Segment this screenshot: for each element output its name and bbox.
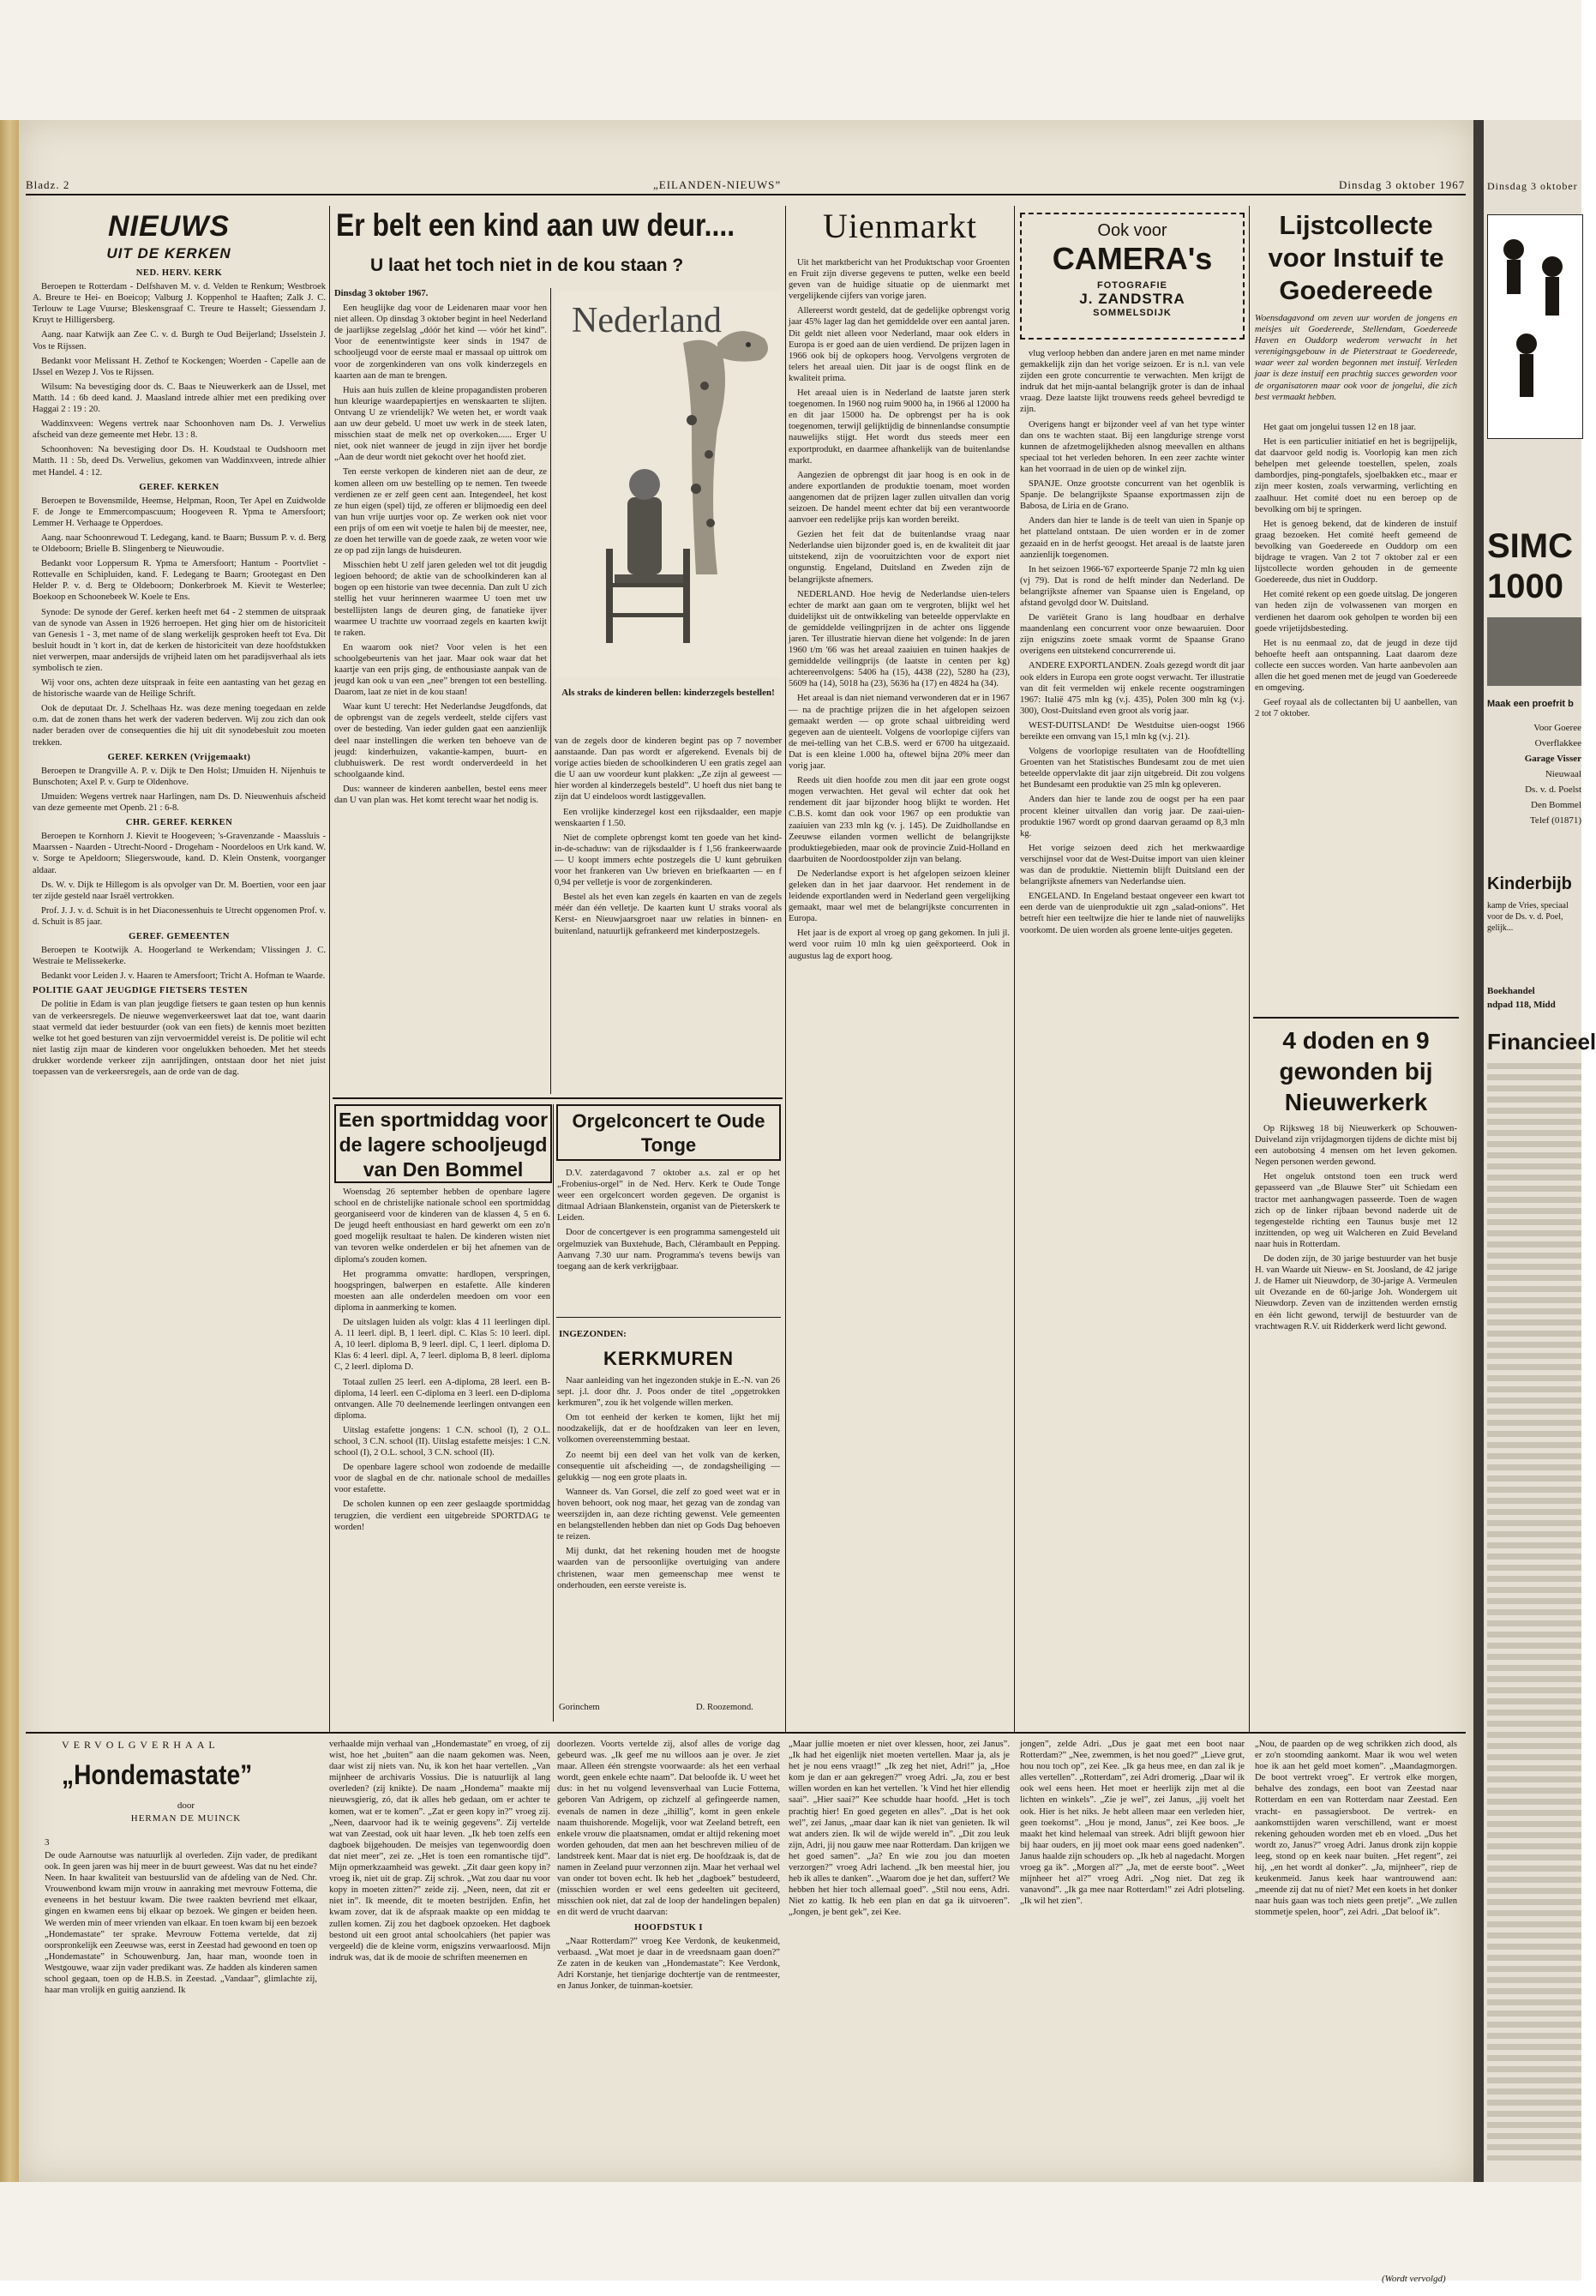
kind-paragraph: Een heuglijke dag voor de Leidenaren maar voor hen niet alleen. Op dinsdag 3 oktober begint in heel Nederland de jaarlijkse zegelslag „dóór het kind — vóór het kind”. Voor de eenentwintigste keer sinds in 1947 de schooljeugd voor de eerste maal er massaal op uittrok om voor de zorgenkinderen van ons volk kinderzegels en kaarten aan de man te brengen. [334, 304, 547, 381]
kind-column-2 [555, 736, 782, 1096]
article-paragraph: Reeds uit dien hoofde zou men dit jaar een grote oogst mogen verwachten. Het geval wil echter dat ook het rendement dit jaar bijzonder hoog blijkt te worden. Het C.B.S. komt dan ook voor 1967 op een produktie van zaaiuien van 233 mln kg (v. j. 145). De Zuidhollandse en Zeeuwse eilanden vormen wellicht de belangrijkste produktiegebieden, maar ook de provincie Zuid-Holland en daarbuiten de Noordoostpolder zijn van belang. [789, 776, 1010, 864]
stamp-image [555, 292, 782, 677]
ingezonden-place: Gorinchem [559, 1703, 600, 1712]
top-margin [0, 0, 1581, 120]
article-paragraph: Het ongeluk ontstond toen een truck werd gepasseerd van „de Blauwe Ster” uit Schiedam een tractor met aanhangwagen passeerde. Toen de wagen zich op de linker rijbaan bevond naderde uit de tegengestelde richting een Taunus busje met 12 inzittenden, op weg uit Walcheren en Zuid Beveland naar huis in Rotterdam. [1255, 1172, 1457, 1249]
simca-ad: SIMC [1487, 527, 1573, 565]
garage-ad: Maak een proefrit b [1487, 699, 1574, 709]
kind-paragraph: Waar kunt U terecht: Het Nederlandse Jeugdfonds, dat de opbrengst van de zegels verdeelt, stelde cijfers vast over de besteding. Van ieder gulden gaat een aanzienlijk deel naar instellingen die werken ten behoeve van de jeugd: kinderhuizen, vakantie-kampen, buurt- en clubhuiswerk. De rest wordt onderverdeeld in het schoolgaande kind. [334, 702, 547, 779]
ingezonden-title: KERKMUREN [603, 1348, 734, 1369]
article-paragraph: Aang. naar Schoonrewoud T. Ledegang, kand. te Baarn; Bussum P. v. d. Berg te Oldeboorn; Brielle B. Slingenberg te Nieuwoudie. [33, 532, 326, 555]
ongeluk-headline: 4 doden en 9 gewonden bij Nieuwerkerk [1279, 1027, 1433, 1115]
article-paragraph: Beroepen te Drangville A. P. v. Dijk te Den Holst; IJmuiden H. Nijenhuis te Bunschoten; Axel P. v. Gurp te Oldenhove. [33, 766, 326, 787]
article-paragraph: De scholen kunnen op een zeer geslaagde sportmiddag terugzien, die verdient een uitgebreide SPORTDAG te worden! [334, 1500, 550, 1532]
ad-line: Ook voor [1097, 221, 1167, 240]
feuilleton-by: door [177, 1800, 195, 1811]
column-rule [1249, 206, 1250, 1732]
kind-paragraph: Misschien hebt U zelf jaren geleden wel tot dit jeugdig legioen behoord; de aktie van de schoolkinderen kan al bogen op een historie van twee decennia. Dan zult U zich stellig het vuur herinneren waarmee U toen met uw bestellijsten langs de deuren ging, de fanatieke ijver waarmee U trachtte uw voorraad zegels en kaarten kwijt te raken. [334, 561, 547, 638]
lijstcollecte-headline: Lijstcollecte voor Instuif te Goedereede [1268, 210, 1444, 305]
kind-paragraph: Dus: wanneer de kinderen aanbellen, bestel eens meer dan U van plan was. Het komt terecht waar het nodig is. [334, 784, 547, 806]
article-paragraph: Totaal zullen 25 leerl. een A-diploma, 28 leerl. een B-diploma, 14 leerl. een C-diploma en 3 leerl. een D-diploma ontvangen. Alle 70 deelnemende leerlingen ontvangen een diploma. [334, 1377, 550, 1421]
article-paragraph: Geef royaal als de collectanten bij U aanbellen, van 2 tot 7 oktober. [1255, 698, 1457, 719]
kind-paragraph: Huis aan huis zullen de kleine propagandisten proberen hun kleurige waardepapiertjes en wenskaarten te slijten. Ontvang U ze vriendelijk? We weten het, er wordt vaak aan uw deur gebeld. U moet uw werk in de steek laten, misschien staat de melk net op overkoken...... Erger U niet, ook niet wanneer de jeugd in zijn ijver het bordje „Aan de deur wordt niet gekocht over het hoofd ziet. [334, 385, 547, 463]
article-paragraph: SPANJE. Onze grootste concurrent van het ogenblik is Spanje. De belangrijkste Spaanse exportmassen zijn de Babosa, de Liria en de Grano. [1020, 479, 1245, 512]
sport-headline-box [334, 1104, 552, 1183]
article-paragraph: Gezien het feit dat de buitenlandse vraag naar Nederlandse uien bijzonder goed is, en de kwaliteit dit jaar uitstekend, zijn de vooruitzichten voor de export niet ongunstig. Engeland, Duitsland en Zweden zijn de belangrijkste afnemers. [789, 530, 1010, 585]
garage-line: Den Bommel [1531, 800, 1581, 810]
kinderbijbel-text: kamp de Vries, speciaal voor de Ds. v. d. Poel, gelijk... [1487, 901, 1569, 933]
article-paragraph: Het is genoeg bekend, dat de kinderen de instuif graag bezoeken. Het comité heeft gemeend de bevolking van Goedereede en Ouddorp om een bijdrage te vragen. Van 2 tot 7 oktober zal er een lijstcollecte worden gehouden in de gemeente Goedereede, dus niet in Ouddorp. [1255, 519, 1457, 586]
orgel-headline: Orgelconcert te Oude Tonge [572, 1110, 765, 1156]
camera-advertisement [1020, 213, 1245, 340]
ingezonden-label: INGEZONDEN: [559, 1329, 627, 1339]
simca-model: 1000 [1487, 568, 1563, 605]
article-paragraph: De openbare lagere school won zodoende de medaille voor de slagbal en de chr. nationale school de medailles voor estafette. [334, 1463, 550, 1495]
kerken-title: NIEUWS [108, 210, 230, 243]
orgel-paragraph: Door de concertgever is een programma samengesteld uit orgelmuziek van Buxtehude, Bach, Clérambault en Pepping. Aanvang 7.30 uur nam. Programma's tevens bewijs van toegang aan de kerk verkrijgbaar. [557, 1228, 780, 1271]
adjacent-page-edge [1473, 120, 1596, 2182]
financieel-heading: Financieel [1487, 1029, 1596, 1055]
boekhandel-address: ndpad 118, Midd [1487, 1000, 1556, 1010]
column-rule [1014, 206, 1015, 1732]
article-paragraph: Woensdag 26 september hebben de openbare lagere school en de christelijke nationale school een sportmiddag georganiseerd voor de kinderen van de klassen 4, 5 en 6. De jeugd heeft enthousiast en hard gewerkt om een zo'n goed mogelijk resultaat te halen. De kinderen wisten niet van tevoren welke onderdelen er bij het afnemen van de diploma's zouden komen. [334, 1187, 550, 1265]
article-paragraph: De doden zijn, de 30 jarige bestuurder van het busje H. van Waarde uit Nieuw- en St. Joosland, de 42 jarige J. de Hamer uit Nieuwdorp, de 30-jarige A. Vermeulen uit Ovezande en de 60-jarige Joh. Wondergem uit Nieuwdorp. Zeven van de inzittenden werden ernstig en één licht gewond, terwijl de bestuurder van de vrachtwagen R.V. uit Ridderkerk werd licht gewond. [1255, 1254, 1457, 1331]
garage-line: Ds. v. d. Poelst [1525, 784, 1581, 795]
article-paragraph: Wanneer ds. Van Gorsel, die zelf zo goed weet wat er in hoven behoort, ook nog maar, het gezag van de zondag van weerszijden in, aan deze richting gewenst. Vele gemeenten en belangstellenden hebben dan niet op Gods Dag behoeven te reizen. [557, 1487, 780, 1542]
column-rule [550, 288, 551, 1094]
feuilleton-column-4: „Maar jullie moeten er niet over klessen, hoor, zei Janus”. „Ik had het eigenlijk niet moeten vertellen. Maar ja, als je het je nou eens vraagt!” „Ik zeg het niet, Adri!” ja, „Hoe kom je dan er aan gekregen?” vroeg Adri. „Ja, zou er best willen worden en kan het vertellen. ’k Vind het hier ellendig saai”. „Hier saai?” Kee schudde haar hoofd. „Het is toch prachtig hier! En goed gegeten en alles”. „Dat is het ook wel”, zei Janus, „maar daar kan ik niet van genieten. Ik wil wat anders zien. Ik wil de wijde wereld in”. „Dit zou leuk zijn, Adri, jij nou gauw mee naar Rotterdam. Dan krijgen we het goed samen”. „Ja? En wie zou jou dan moeten verzorgen?” vroeg Adri lachend. „Ik ben meestal hier, jou heb ik alles te danken”. „Waarom doe je het dan, suffert? We hebben het hier toch allemaal goed”. „Stil nou eens, Adri. Niet zo kattig. Ik heb een plan en dat ga ik uitvoeren”. „Jongen, je bent gek”, zei Kee. [789, 1740, 1010, 1918]
article-paragraph: De variëteit Grano is lang houdbaar en derhalve maandenlang een concurrent voor onze bewaaruien. Door zijn enigszins zoete smaak vormt de Spaanse Grano overigens een uitstekend concurrerende ui. [1020, 613, 1245, 657]
section-subheading: GEREF. KERKEN (Vrijgemaakt) [107, 752, 251, 762]
lijstcollecte-intro: Woensdagavond om zeven uur worden de jongens en meisjes uit Goedereede, Stellendam, Goedereede Haven en Ouddorp wederom verwacht in het verenigingsgebouw in de Pieterstraat te Goedereede, waar weer zal worden begonnen met instuif. Verleden jaar is deze instuif een prachtig succes geworden voor de organisatoren maar ook voor de jongelui, die zich best vermaakt hebben. [1255, 314, 1457, 402]
vervolgverhaal-label: VERVOLGVERHAAL [62, 1739, 219, 1751]
section-rule [333, 1097, 783, 1099]
article-paragraph: Mij dunkt, dat het rekening houden met de hoogste waarden van de persoonlijke overtuiging van andere christenen, waar men gemeenschap mee wenst te onderhouden, een eerste vereiste is. [557, 1547, 780, 1590]
garage-line: Telef (01871) [1529, 815, 1581, 826]
feuilleton-title: „Hondemastate” [62, 1759, 253, 1790]
uienmarkt-title: Uienmarkt [822, 207, 978, 245]
feuilleton-column-6: „Nou, de paarden op de weg schrikken zich dood, als er zo'n stoomding aankomt. Maar ik wou wel weten hoe ik aan het geld moet komen”. „Maandagmorgen. De boot vertrekt vroeg”. Er vertrok elke morgen, behalve des zondags, een boot van Zeestad naar Rotterdam en een van Rotterdam naar Zeestad. Een vracht- en passagiersboot. De vertrek- en aankomsttijden waren verschillend, want er moest rekening gehouden worden met eb en vloed. „Dus het wordt zo, Janus?” vroeg Adri. Janus dronk zijn koppie leeg, stond op en keek naar buiten. „Het regent”, zei hij, „en het wordt al donker”. „Ja, mijnheer”, riep de keukenmeid. Janus keek haar wantrouwend aan: „meende zij dat nu of niet? Met een koets in het donker naar huis gaan was toch niets geen pretje”. „We zullen stommetje spelen, hoor”, zei Adri. „Dat beloof ik”. [1255, 1740, 1457, 1918]
header-rule [26, 194, 1466, 195]
garage-list [1487, 720, 1581, 828]
article-paragraph: Naar aanleiding van het ingezonden stukje in E.-N. van 26 sept. j.l. door dhr. J. Poos onder de titel „opgetrokken kerkmuren”, zou ik het volgende willen merken. [557, 1376, 780, 1409]
section-subheading: GEREF. GEMEENTEN [129, 931, 230, 941]
feuilleton-chapter-number: 3 [45, 1837, 50, 1848]
article-paragraph: Wilsum: Na bevestiging door ds. C. Baas te Nieuwerkerk aan de IJssel, met Matth. 14 : 6b deed kand. J. Maasland intrede alhier met een prediking over Haggai 2 : 19 : 20. [33, 382, 326, 415]
column-rule [785, 206, 786, 1732]
article-paragraph: ENGELAND. In Engeland bestaat ongeveer een kwart tot een derde van de uienproduktie uit zgn „salad-onions”. Het betreft hier een teeltwijze die hier te lande niet of nauwelijks voorkomt. De uien worden als groene lente-uitjes gegeten. [1020, 892, 1245, 935]
article-paragraph: IJmuiden: Wegens vertrek naar Harlingen, nam Ds. D. Nieuwenhuis afscheid van deze gemeente met Openb. 21 : 6-8. [33, 791, 326, 814]
article-paragraph: Anders dan hier te lande is de teelt van uien in Spanje op het platteland ontstaan. De uien worden er in de zomer gezaaid en in de herfst geoogst. Het areaal is de laatste jaren aanzienlijk toegenomen. [1020, 516, 1245, 560]
garage-line: Garage Visser [1524, 754, 1581, 764]
kind-paragraph: Een vrolijke kinderzegel kost een rijksdaalder, een mapje wenskaarten f 1.50. [555, 807, 782, 828]
article-paragraph: Het is nu eenmaal zo, dat de jeugd in deze tijd behoefte heeft aan ontspanning. Laat daarom deze collecte een succes worden. Van harte aanbevolen aan allen die het goed menen met de jeugd van Goedereede en omgeving. [1255, 638, 1457, 694]
article-paragraph: Zo neemt bij een deel van het volk van de kerken, consequentie uit afscheiding —, de zondagsheiliging — gelukkig — nog een grote plaats in. [557, 1450, 780, 1482]
boekhandel-label: Boekhandel [1487, 986, 1535, 996]
column-rule [553, 1104, 554, 1722]
kind-column-1 [334, 288, 547, 1094]
feuilleton-continued: (Wordt vervolgd) [1382, 2274, 1446, 2284]
kinderzegel-illustration [555, 292, 782, 729]
kinderbijbel-ad: Kinderbijb [1487, 875, 1572, 893]
kerknieuws-column [33, 264, 326, 1627]
section-subheading: CHR. GEREF. KERKEN [125, 818, 233, 828]
article-paragraph: vlug verloop hebben dan andere jaren en met name minder gemakkelijk zijn dan het vorige seizoen. Er is n.l. van vele zijden een grote concurrentie te verwachten. Men krijgt de indruk dat het mijn-aantal belangrijk groter is dan de inhaal vraag. Deze laatste lijkt trouwens reeds geheel bevredigd te zijn. [1020, 349, 1245, 415]
page-date: Dinsdag 3 oktober 1967 [1339, 178, 1466, 191]
section-subheading: GEREF. KERKEN [139, 482, 219, 492]
car-photo [1487, 617, 1581, 686]
article-paragraph: Aangezien de opbrengst dit jaar hoog is en ook in de andere exportlanden de produktie toenam, moet worden aangenomen dat de prijzen lager zullen uitvallen dan vorig seizoen. De handel meent echter dat bij een verantwoorde aanvoer een redelijke prijs kan worden bereikt. [789, 470, 1010, 526]
ongeluk-column [1255, 1123, 1457, 1719]
page-binding [0, 120, 19, 2182]
ingezonden-author: D. Roozemond. [696, 1703, 753, 1712]
garage-line: Voor Goeree [1533, 723, 1581, 733]
article-paragraph: Beroepen te Kornhorn J. Kievit te Hoogeveen; 's-Gravenzande - Maassluis - Maarssen - Naarden - Utrecht-Noord - Drogeham - Noordeloos en Urk kand. W. v. Sorge te Apeldoorn; Sliegerswoude, kand. D. Klein Onstenk, voorganger aldaar. [33, 832, 326, 875]
article-paragraph: Op Rijksweg 18 bij Nieuwerkerk op Schouwen-Duiveland zijn vrijdagmorgen tijdens de dichte mist bij een autobotsing 4 mensen om het leven gekomen. Negen personen werden gewond. [1255, 1124, 1457, 1168]
lijstcollecte-column [1255, 422, 1457, 1013]
uienmarkt-column [789, 257, 1010, 1719]
article-paragraph: Aang. naar Katwijk aan Zee C. v. d. Burgh te Oud Beijerland; IJsselstein J. Vos te Rijssen. [33, 330, 326, 352]
article-paragraph: Waddinxveen: Wegens vertrek naar Schoonhoven nam Ds. J. Verwelius afscheid van deze gemeente met Hebr. 13 : 8. [33, 419, 326, 441]
feuilleton-column-3 [557, 1739, 780, 2296]
kerken-subtitle: UIT DE KERKEN [106, 245, 231, 261]
ad-shop: J. ZANDSTRA [1079, 291, 1185, 307]
kind-dateline: Dinsdag 3 oktober 1967. [334, 289, 429, 298]
kind-paragraph: Bestel als het even kan zegels én kaarten en van de zegels méér dan één velletje. De kaarten kunt U straks vooral als Kerst- en Nieuwjaarsgroet naar uw relaties in binnen- en buitenland, natuurlijk gefrankeerd met kinderpostzegels. [555, 893, 782, 936]
orgel-column [557, 1168, 780, 1313]
adjacent-illustration [1487, 214, 1583, 439]
article-paragraph: Ook de deputaat Dr. J. Schelhaas Hz. was deze mening toegedaan en zelde o.m. dat de zonen thans het werk der vaderen bederven. Wij zou zich dan ook nader beraden over de consequenties die hij uit dit synodebesluit zou moeten trekken. [33, 704, 326, 748]
feuilleton-column-2: verhaalde mijn verhaal van „Hondemastate” en vroeg, of zij wist, hoe het „buiten” aan die naam gekomen was. Neen, daar wist zij niets van. Nu, ik kon het haar vertellen. „Van mijnheer de archivaris Vossius. Die is natuurlijk al lang overleden? (zij knikte). De naam „Hondema” maakte mij nieuwsgierig, zó, dat ik alles heb gedaan, om er achter te komen, wat er te komen”. „Zat er geen kopy in?” vroeg zij. „Neen, daarvoor had ik te weinig gegevens”. Zij vertelde wat van Zeestad, ook uit haar leven. „Ik heb toen zelfs een dagboek bijgehouden. De meisjes van tegenwoordig doen dat niet meer”, zei ze. „Het is toen een romantische tijd”. Mijn opmerkzaamheid was gewekt. „Zit daar geen kopy in? vroeg ik, niet uit de grap. Zij schrok. „Wat zou daar nu voor kopy in moeten zitten?” zeide zij. „Neen, neen, dat zit er niet in”. Ik meende, dit te moeten bestrijden. Enfin, het kwam zover, dat ik de afspraak maakte op een middag te zullen komen. Zij zou het dagboek opzoeken. Het dagboek bestond uit een groot antal schoolcahiers (het papier was vergeeld) die de kleine vorm, enigszins verwaarloosd. Mijn indruk was, dat ik de mooie de schriften meenemen en [329, 1740, 550, 1962]
ingezonden-column [557, 1375, 780, 1692]
article-paragraph: Het areaal is dan niet niemand verwonderen dat er in 1967 — na de prachtige prijzen die in het afgelopen seizoen gemaakt werden — op grote schaal uitbreiding werd gegeven aan de uienteelt. Volgens de voorlopige cijfers van de mei-telling van het C.B.S. werd er 6700 ha uitgezaaid. Dat is een kleine 1.000 ha, oftewel bijna 20% meer dan vorig jaar. [789, 694, 1010, 772]
feuilleton-column-5: jongen”, zelde Adri. „Dus je gaat met een boot naar Rotterdam?” „Nee, zwemmen, is het nou goed?” „Lieve grut, hou nou toch op”, zei Kee. „Ik ga heus mee, en dan zal ik je alles vertellen”. „Rotterdam”, zei Adri dromerig. „Daar wil ik ook wel eens heen. Het moet er heerlijk zijn met al die lichten en winkels”. „Zie je wel”, zei Janus, „jij voelt het ook. Hier is het niks. Je hebt alleen maar een verleden hier, geen toekomst”. „Hou je mond, Janus”, zei Kee boos. „Je maakt het kind helemaal van streek. Adri blijft gewoon hier bij haar ouders, en jij moet ook maar eens goed nadenken”. Janus haalde zijn schouders op. „Ik heb al nagedacht. Morgen vroeg ga ik”. „Morgen al?” „Ja, met de eerste boot”. „Weet mijnheer het al?” vroeg Adri. „Nog niet. Dat zeg ik vanavond”. „Ik ga mee naar Rotterdam!” zei Adri plotseling. „Ik wil het zien”. [1020, 1740, 1245, 1907]
newspaper-page [19, 120, 1473, 2284]
article-paragraph: De Nederlandse export is het afgelopen seizoen kleiner geleken dan in het jaar daarvoor. Het rendement in de leidende exportlanden werd in Nederland geen vergelijking gemaakt, maar wel met de belangrijkste concurrenten in Europa. [789, 869, 1010, 924]
newspaper-masthead: „EILANDEN-NIEUWS” [653, 178, 782, 191]
police-headline: POLITIE GAAT JEUGDIGE FIETSERS TESTEN [33, 986, 249, 996]
section-rule [1253, 1017, 1459, 1019]
article-paragraph: WEST-DUITSLAND! De Westduitse uien-oogst 1966 bereikte een omvang van 15,1 mln kg (v.j. 21). [1020, 720, 1245, 742]
article-paragraph: Bedankt voor Leiden J. v. Haaren te Amersfoort; Tricht A. Hofman te Waarde. [41, 971, 326, 982]
article-paragraph: Beroepen te Rotterdam - Delfshaven M. v. d. Velden te Renkum; Westbroek A. Breure te Hei- en Boeicop; Valburg J. Koppenhol te Haaften; Zalk J. C. Terlouw te Lage Vuurse; Bleskensgraaf C. Treure te Hasselt; Giessendam J. Kruyt te Hilligersberg. [33, 282, 326, 326]
article-paragraph: NEDERLAND. Hoe hevig de Nederlandse uien-telers echter de markt aan gaan om te vergroten, blijkt wel het duidelijkst uit de ontwikkeling van beteelde oppervlakte en de gemiddelde veilingprijzen in de achter ons liggende jaren. Ter illustratie hiervan diene het volgende: In de jaren 1960 t/m '66 was het areaal zaaiuien en tuinen haakjes de gemiddelde veilingprijs (de laatste in centen per kg) achtereenvolgens: 5406 ha (15), 4438 (22), 5280 ha (23), 5609 ha (14), 5018 ha (23), 5636 ha (17) en 4824 ha (34). [789, 589, 1010, 689]
garage-line: Overflakkee [1534, 738, 1581, 748]
article-paragraph: Overigens hangt er bijzonder veel af van het type winter dan ons te wachten staat. Bij een langdurige strenge vorst kunnen de afzetmogelijkheden alsnog meevallen en althans speciaal tot het verleden behoren. In een zeer zachte winter kan het voorraad in de uien op de winkel zijn. [1020, 419, 1245, 474]
kind-paragraph: Niet de complete opbrengst komt ten goede van het kind-in-de-schaduw: van de rijksdaalder is f 1,56 frankeerwaarde — U koopt immers echte postzegels die U kunt gebruiken voor het frankeren van Uw brieven en briefkaarten — en f 0,94 per velletje is voor de zorgenkinderen. [555, 832, 782, 888]
article-paragraph: ANDERE EXPORTLANDEN. Zoals gezegd wordt dit jaar ook elders in Europa een grote oogst verwacht. Ter illustratie van dit feit vermelden wij enkele recente oogstramingen 1967: Italië 475 mln kg (v.j. 435), Polen 300 mln kg (v.j. 300), Oost-Duitsland even groot als vorig jaar. [1020, 661, 1245, 716]
garage-line: Nieuwaal [1545, 769, 1581, 779]
adjacent-text-block [1487, 1063, 1581, 2161]
ad-line: FOTOGRAFIE [1097, 280, 1167, 291]
article-paragraph: Het comité rekent op een goede uitslag. De jongeren van heden zijn de volwassenen van morgen en verdienen het daarom ook geholpen te worden bij een goede vrijetijdsbesteding. [1255, 590, 1457, 634]
article-paragraph: Ds. W. v. Dijk te Hillegom is als opvolger van Dr. M. Boertien, voor een jaar ter zijde gesteld naar Israël vertrokken. [33, 880, 326, 901]
ad-location: SOMMELSDIJK [1093, 308, 1172, 318]
article-paragraph: Het vorige seizoen deed zich het merkwaardige verschijnsel voor dat de West-Duitse import van uien kleiner was dan de produktie. Niettemin blijft Duitsland een der belangrijkste afnemers van Nederlandse uien. [1020, 843, 1245, 887]
police-paragraph: De politie in Edam is van plan jeugdige fietsers te gaan testen op hun kennis van de verkeersregels. De nieuwe wegenverkeerswet laat dat toe, want daarin staat vermeld dat ieder bestuurder (ook van een fiets) de kennis moet bezitten welke tot het goed besturen van zijn vervoermiddel vereist is. De politie wil echt niet lastig zijn maar de kinderen voor ongelukken behoeden. Met het steeds drukker wordende verkeer zijn aanrijdingen, ontstaan door het niet juist toepassen van de verkeersregels, aan de orde van de dag. [33, 1000, 326, 1077]
illustration-caption: Als straks de kinderen bellen: kinderzegels bestellen! [561, 688, 775, 698]
orgel-paragraph: D.V. zaterdagavond 7 oktober a.s. zal er op het „Frobenius-orgel” in de Ned. Herv. Kerk te Oude Tonge weer een orgelconcert worden gegeven. De organist is ditmaal Adriaan Blankenstein, organist van de Pieterskerk te Leiden. [557, 1169, 780, 1223]
kind-headline: Er belt een kind aan uw deur.... [336, 207, 735, 243]
article-paragraph: In het seizoen 1966-'67 exporteerde Spanje 72 mln kg uien (vj 79). Dat is rond de helft minder dan Nederland. De belangrijkste afnemer van Spaanse uien is Engeland, op afstand gevolgd door W. Duitsland. [1020, 564, 1245, 608]
section-rule [26, 1732, 1466, 1734]
article-paragraph: Het is een particulier initiatief en het is begrijpelijk, dat daarvoor geld nodig is. Voorlopig kan men zich behelpen met geleende toestellen, spelen, zoals dambordjes, ping-pongtafels, sjoelbakken etc., maar er zijn meer kosten, zoals verwarming, verlichting en zaalhuur. Het comité doet nu een beroep op de bevolking om bij te springen. [1255, 437, 1457, 514]
article-paragraph: Om tot eenheid der kerken te komen, lijkt het mij noodzakelijk, dat er de hoofdzaken van leer en leven, volkomen overeenstemming bestaat. [557, 1413, 780, 1446]
sport-headline: Een sportmiddag voor de lagere schooljeugd van Den Bommel [338, 1109, 549, 1181]
article-paragraph: Uit het marktbericht van het Produktschap voor Groenten en Fruit zijn diverse gegevens te putten, welke een beeld geven van de huidige situatie op de uienmarkt met vergelijkende cijfers van vorige jaren. [789, 258, 1010, 302]
article-paragraph: Synode: De synode der Geref. kerken heeft met 64 - 2 stemmen de uitspraak van de synode van Assen in 1926 herroepen. Het ging hier om de historiciteit van Genesis 1 - 3, met name of de slang werkelijk gesproken heeft tot Eva. Dit besluit houdt in 't kort in, dat de kerken de historiciteit van deze hoofdstukken niet verwerpen, maar andersijds de vrijheid laten om het paradijsverhaal als iets symbolisch te zien. [33, 607, 326, 673]
stamp-banner: Nederland [572, 301, 722, 340]
column-rule [329, 206, 330, 1732]
feuilleton-chapter-title: HOOFDSTUK I [634, 1922, 703, 1932]
article-paragraph: Beroepen te Kootwijk A. Hoogerland te Werkendam; Vlissingen J. C. Westraie te Melissekerke. [33, 946, 326, 967]
feuilleton-text: doorlezen. Voorts vertelde zij, alsof alles de vorige dag gebeurd was. „Ik geef me nu willoos aan je over. Je ziet maar. Alleen één strengste voorwaarde: als het een verhaal wordt, geen enkele echte naam”. Dat beloofde ik. U weet het dus: in het nu volgend levensverhaal van Lucie Fottema, geboren Van Adrigem, op zichzelf al gefingeerde namen, evenals de namen in deze „ihillig”, komt in geen enkele naam thuishorende. Mogelijk, voor wat Zeeland betreft, een enkele vrouw die plaatsnamen, omdat er altijd rekening moet worden gehouden, dat men aan het beschreven milieu of de landstreek kent. Maar dat is niet erg. De hoofdzaak is, dat de namen in Zeeland puur verzonnen zijn. Maar het verhaal wel van onder tot boven echt. Ik heb het „dagboek” bestudeerd, (misschien worden er wel eens gedeelten uit geciteerd, misschien ook niet, dat zal de loop der handelingen bepalen) en dit werd de vrucht daarvan: [557, 1740, 780, 1918]
article-paragraph: Het areaal uien is in Nederland de laatste jaren sterk toegenomen. In 1960 nog ruim 9000 ha, in 1966 al 12000 ha en dit jaar 15000 ha. De opbrengst per ha is ook toegenomen, terwijl gelijktijdig de binnenlandse consumptie nauwelijks stijgt. Het wordt dus steeds meer een exportprodukt, en daarmee afhankelijk van de buitenlandse markt. [789, 388, 1010, 466]
article-paragraph: Uitslag estafette jongens: 1 C.N. school (I), 2 O.L. school, 3 C.N. school (II). Uitslag estafette meisjes: 1 C.N. school (I), 2 O.L. school, 3 C.N. school (II). [334, 1425, 550, 1458]
feuilleton-column-1: De oude Aarnoutse was natuurlijk al overleden. Zijn vader, de predikant ook. In geen jaren was hij meer in de buurt geweest. Was dat nu het einde? Neen. In haar kwaliteit van bestuurslid van de afdeling van de Ned. Chr. Vrouwenbond kwam mijn vrouw in aanraking met mevrouw Fottema, die eveneens in het bestuur kwam. Die twee raakten bevriend met elkaar, gingen en kwamen eens bij elkaar op bezoek. We gingen er beiden heen. We werden min of meer vrienden van elkaar. En toen kwam bij een bezoek „Hondemastate” ter sprake. Mevrouw Fottema vertelde, dat zij oorspronkelijk een Zeeuwse was, eerst in Zeestad had gewoond en toen op „Hondemastate” in Schouwenburg. Jan, haar man, woonde toen in Westgouwe, waar zijn vader predikant was. Ze hadden als kinderen samen school gegaan, toen op de H.B.S. in Zeestad. „Vandaar”, glimlachte zij, haar man vrolijk en guitig aanziend. Ik [45, 1851, 318, 1996]
article-paragraph: Schoonhoven: Na bevestiging door Ds. H. Koudstaal te Oudshoorn met Matth. 11 : 5b, deed Ds. Verwelius, gekomen van Waddinxveen, intrede alhier met Handel. 4 : 12. [33, 445, 326, 478]
article-paragraph: De uitslagen luiden als volgt: klas 4 11 leerlingen dipl. A. 11 leerl. dipl. B, 1 leerl. dipl. C. Klas 5: 10 leerl. dipl. A, 10 leerl. diploma B, 9 leerl. dipl. C, 1 leerl. diploma D. Klas 6: 4 leerl. dipl. A, 7 leerl. diploma B, 8 leerl. diploma C, 2 leerl. diploma D. [334, 1318, 550, 1373]
article-paragraph: Volgens de voorlopige resultaten van de Hoofdtelling Groenten van het Statistisches Bundesamt zou de met uien beteelde oppervlakte dit jaar zijn uitgebreid. Dit zou volgens het Bundesamt een produktie van 25 mln kg opleveren. [1020, 747, 1245, 790]
orgel-headline-box [556, 1104, 781, 1161]
kind-paragraph: Ten eerste verkopen de kinderen niet aan de deur, ze komen alleen om uw bestelling op te nemen. Ten tweede verdienen ze er zelf geen cent aan. Integendeel, het kost ze hun eigen (spel) tijd, ze offeren er blijmoedig een deel van hun vrije uurtjes voor op. Ze werken ook niet voor een prijs of om een wit voetje te halen bij de meester, nee, ze doen het terwille van de goede zaak, ze weten voor wie ze op pad zijn langs de huisdeuren. [334, 467, 547, 556]
article-paragraph: Allereerst wordt gesteld, dat de gedelijke opbrengst vorig jaar 45% lager lag dan het gemiddelde over een aantal jaren. Dit geldt niet alleen voor Nederland, maar ook elders in Europa is er goed aan de uien verdiend. De prijzen lagen in 1966 ook bij de opkopers hoog. Vervolgens vergroten de telers het areaal uien. Dit jaar is de oogst flink en de kwaliteit prima. [789, 306, 1010, 383]
kind-paragraph: En waarom ook niet? Voor velen is het een schoolgebeurtenis van het jaar. Maar ook waar dat het kaartje van een prijs ging, de enthousiaste aanpak van de jeugd kan ook u van een „nee” brengen tot een bestelling. Daarom, laat ze niet in de kou staan! [334, 642, 547, 698]
article-paragraph: Anders dan hier te lande zou de oogst per ha een paar procent kleiner uitvallen dan vorig jaar. De zaai-uien-produktie 1967 wordt op grond daarvan geraamd op 8,3 mln kg. [1020, 795, 1245, 838]
article-paragraph: Prof. J. J. v. d. Schuit is in het Diaconessenhuis te Utrecht opgenomen Prof. v. d. Schuit is 85 jaar. [33, 905, 326, 927]
section-subheading: NED. HERV. KERK [135, 268, 223, 278]
article-paragraph: Beroepen te Bovensmilde, Heemse, Helpman, Roon, Ter Apel en Zuidwolde F. de Jonge te Emmercompascuum; Hoogeveen R. Ypma te Amersfoort; Lemmer H. Verhaage te Opperdoes. [33, 496, 326, 528]
feuilleton-text: „Naar Rotterdam?” vroeg Kee Verdonk, de keukenmeid, verbaasd. „Wat moet je daar in de vreedsnaam gaan doen?” Ze zaten in de keuken van „Hondemastate”: Kee Verdonk, Adri Korstanje, het tienjarige dochtertje van de rentmeester, en Janus Jonker, de tuinman-koetsier. [557, 1936, 780, 1991]
page-number: Bladz. 2 [26, 178, 70, 191]
uienmarkt-column-2 [1020, 348, 1245, 1720]
section-rule [556, 1317, 781, 1318]
feuilleton-author: HERMAN DE MUINCK [130, 1813, 242, 1824]
kerken-heading [105, 210, 233, 262]
kind-subtitle: U laat het toch niet in de kou staan ? [370, 255, 684, 275]
article-paragraph: Het gaat om jongelui tussen 12 en 18 jaar. [1263, 423, 1416, 432]
dancing-children-image [1488, 215, 1582, 438]
ad-brand: CAMERA's [1052, 241, 1213, 276]
article-paragraph: Het jaar is de export al vroeg op gang gekomen. In juli jl. werd voor ruim 10 mln kg uien geëxporteerd. Ook in augustus lag de export hoog. [789, 929, 1010, 961]
article-paragraph: Bedankt voor Loppersum R. Ypma te Amersfoort; Hantum - Poortvliet - Rottevalle en Schipluiden, kand. F. Ledegang te Baarn; Grootegast en Den Helder P. v. d. Berg te Oldeboorn; Donkerbroek M. Kievit te Westerlee; Boekoop en Schoonebeek W. Koele te Ens. [33, 559, 326, 603]
adjacent-page-date: Dinsdag 3 oktober [1487, 180, 1578, 192]
sport-column [334, 1187, 550, 1722]
kind-paragraph: van de zegels door de kinderen begint pas op 7 november aanstaande. Dan pas wordt er afgerekend. Evenals bij de vorige acties bieden de schoolkinderen U een gratis zegel aan die U aan uw voordeur kunt plakken: „Ze zijn al geweest — hier worden al kinderzegels besteld”. U hoeft dus niet bang te zijn dat U eindeloos wordt lastiggevallen. [555, 736, 782, 802]
article-paragraph: Bedankt voor Melissant H. Zethof te Kockengen; Woerden - Capelle aan de IJssel en Wezep J. Vos te Rijssen. [33, 356, 326, 377]
article-paragraph: Wij voor ons, achten deze uitspraak in feite een aantasting van het gezag en de historische waarde van de Heilige Schrift. [33, 678, 326, 700]
article-paragraph: Het programma omvatte: hardlopen, verspringen, hoogspringen, balwerpen en estafette. Alle kinderen moesten aan alle onderdelen meedoen om voor een diploma in aanmerking te komen. [334, 1269, 550, 1313]
